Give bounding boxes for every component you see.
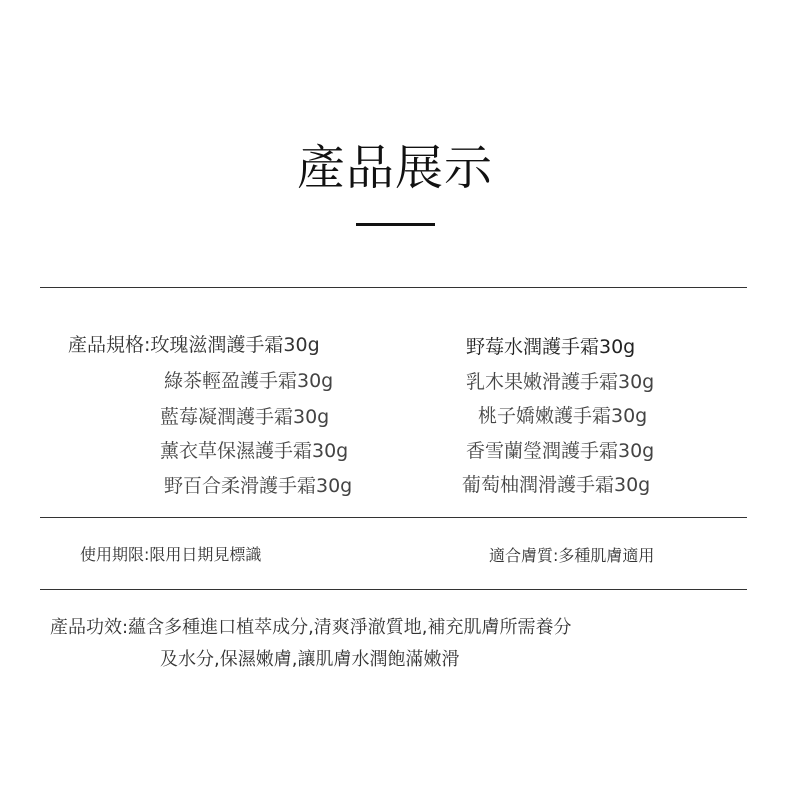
effect-line-2: 及水分,保濕嫩膚,讓肌膚水潤飽滿嫩滑 <box>160 649 460 670</box>
spec-item-left-1: 玫瑰滋潤護手霜30g <box>150 334 320 356</box>
spec-item-right-5: 葡萄柚潤滑護手霜30g <box>462 474 651 496</box>
spec-item-right-2: 乳木果嫩滑護手霜30g <box>466 371 655 393</box>
divider-top <box>40 287 747 288</box>
divider-middle <box>40 517 747 518</box>
skin-type-info: 適合膚質:多種肌膚適用 <box>489 546 655 565</box>
spec-item-left-3: 藍莓凝潤護手霜30g <box>160 406 330 428</box>
page-title: 產品展示 <box>296 140 493 196</box>
spec-label <box>68 330 320 357</box>
spec-item-right-1: 野莓水潤護手霜30g <box>466 336 636 358</box>
divider-bottom <box>40 589 747 590</box>
spec-item-left-4: 薰衣草保濕護手霜30g <box>160 440 349 462</box>
spec-item-left-5: 野百合柔滑護手霜30g <box>164 475 353 497</box>
spec-item-right-3: 桃子嬌嫩護手霜30g <box>478 405 648 427</box>
title-underline <box>356 223 435 226</box>
effect-line-1: 產品功效:蘊含多種進口植萃成分,清爽淨澈質地,補充肌膚所需養分 <box>50 617 572 638</box>
shelf-life-info: 使用期限:限用日期見標識 <box>80 545 262 564</box>
spec-item-right-4: 香雪蘭瑩潤護手霜30g <box>466 440 655 462</box>
spec-item-left-2: 綠茶輕盈護手霜30g <box>164 370 334 392</box>
spec-label-text: 產品規格: <box>68 334 151 356</box>
